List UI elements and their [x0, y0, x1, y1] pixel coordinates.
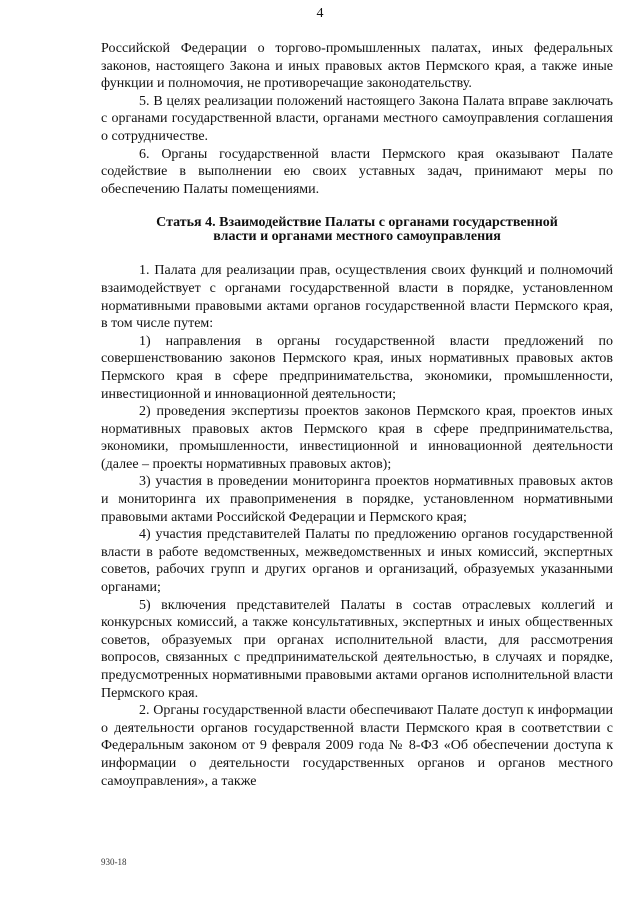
spacer: [101, 244, 613, 262]
article-heading-line-2: власти и органами местного самоуправления: [213, 229, 501, 245]
spacer: [101, 198, 613, 216]
paragraph-item-5: 5. В целях реализации положений настоящего Закона Палата вправе заключать с органами государственной власти, органами местного самоуправления соглашения о сотрудничестве.: [101, 93, 613, 144]
article-heading-line-1: Статья 4. Взаимодействие Палаты с органами государственной: [156, 215, 558, 231]
paragraph-item-6: 6. Органы государственной власти Пермского края оказывают Палате содействие в выполнении ею своих уставных задач, принимают меры по обеспечению Палаты помещениями.: [101, 146, 613, 197]
article-heading: [101, 216, 613, 244]
paragraph-subitem-2: 2) проведения экспертизы проектов законов Пермского края, проектов иных нормативных правовых актов Пермского края в сфере предпринимательства, экономики, промышленности, инвестиционной и инновационной деятельности (далее – проекты нормативных правовых актов);: [101, 404, 613, 472]
document-body: [101, 40, 613, 790]
document-code: 930-18: [101, 857, 127, 867]
paragraph-clause-2: 2. Органы государственной власти обеспечивают Палате доступ к информации о деятельности органов государственной власти Пермского края в соответствии с Федеральным законом от 9 февраля 2009 года № 8-ФЗ «Об обеспечении доступа к информации о деятельности государственных органов и органов местного самоуправления», а также: [101, 703, 613, 789]
paragraph-subitem-4: 4) участия представителей Палаты по предложению органов государственной власти в работе ведомственных, межведомственных и иных комиссий, экспертных советов, рабочих групп и других органов и организаций, образуемых указанными органами;: [101, 527, 613, 596]
paragraph-clause-1: 1. Палата для реализации прав, осуществления своих функций и полномочий взаимодействует с органами государственной власти в порядке, установленном нормативными правовыми актами органов государственной власти Пермского края, в том числе путем:: [101, 263, 613, 332]
paragraph-subitem-1: 1) направления в органы государственной власти предложений по совершенствованию законов Пермского края, иных нормативных правовых актов Пермского края в сфере предпринимательства, экономики, промышленности, инвестиционной и инновационной деятельности;: [101, 333, 613, 402]
paragraph-subitem-3: 3) участия в проведении мониторинга проектов нормативных правовых актов и мониторинга их правоприменения в порядке, установленном нормативными правовыми актами Российской Федерации и Пермского края;: [101, 474, 613, 525]
paragraph-continuation: Российской Федерации о торгово-промышленных палатах, иных федеральных законов, настоящего Закона и иных правовых актов Пермского края, а также иные функции и полномочия, не противоречащие законодательству.: [101, 41, 613, 92]
page-number: 4: [316, 6, 324, 21]
paragraph-subitem-5: 5) включения представителей Палаты в состав отраслевых коллегий и конкурсных комиссий, а также консультативных, экспертных и иных общественных советов, образуемых при органах исполнительной власти, для рассмотрения вопросов, связанных с предпринимательской деятельностью, в случаях и порядке, предусмотренных нормативными правовыми актами органов исполнительной власти Пермского края.: [101, 597, 613, 701]
